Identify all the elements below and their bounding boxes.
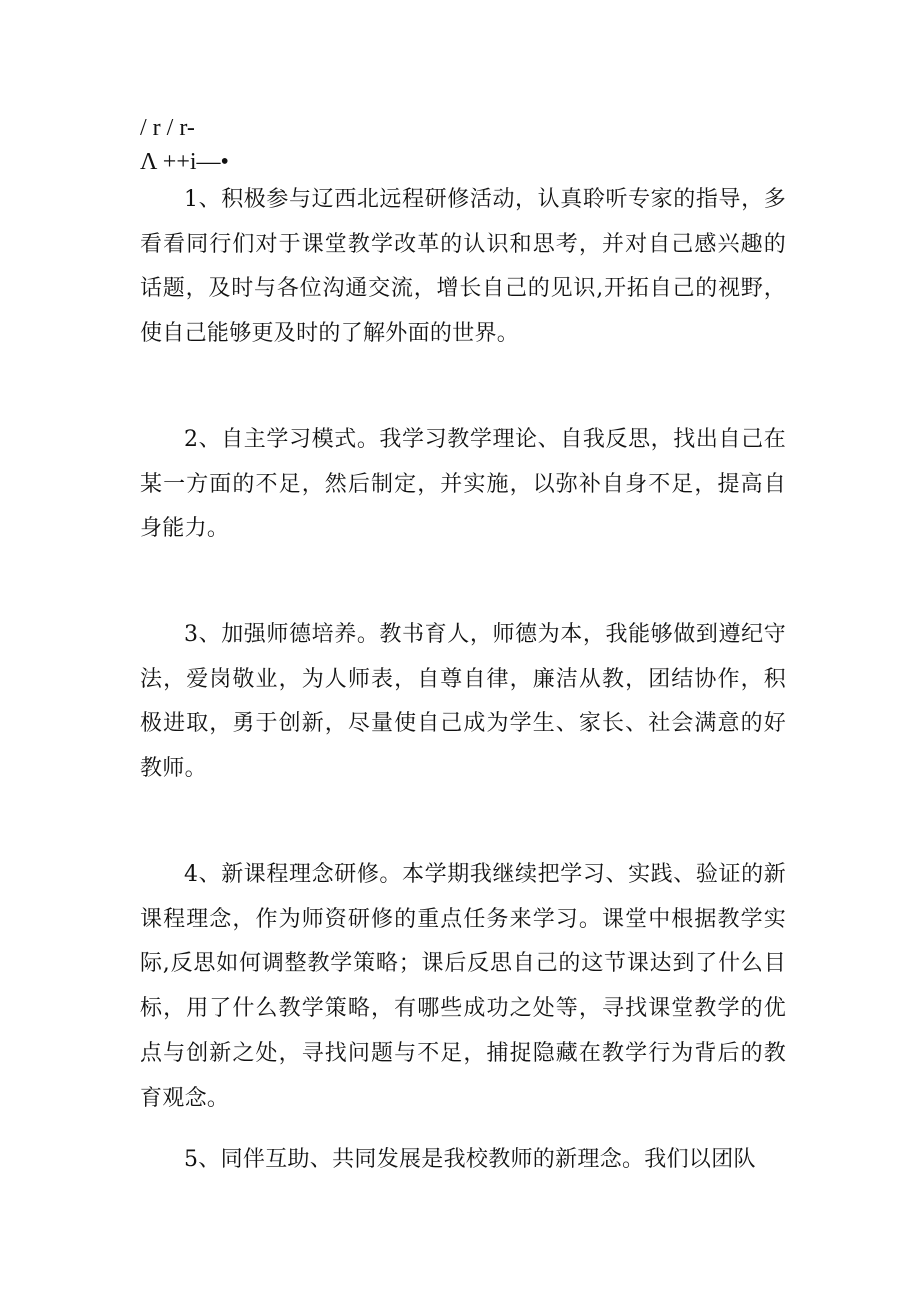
paragraph-1: 1、积极参与辽西北远程研修活动，认真聆听专家的指导，多看看同行们对于课堂教学改革的认识和思考，并对自己感兴趣的话题，及时与各位沟通交流，增长自己的见识,开拓自己的视野，使自己能够更及时的了解外面的世界。 — [140, 187, 786, 347]
paragraph-3: 3、加强师德培养。教书育人，师德为本，我能够做到遵纪守法，爱岗敬业，为人师表，自尊自律，廉洁从教，团结协作，积极进取，勇于创新，尽量使自己成为学生、家长、社会满意的好教师。 — [140, 622, 786, 782]
paragraph-4: 4、新课程理念研修。本学期我继续把学习、实践、验证的新课程理念，作为师资研修的重点任务来学习。课堂中根据教学实际,反思如何调整教学策略；课后反思自己的这节课达到了什么目标，用了什么教学策略，有哪些成功之处等，寻找课堂教学的优点与创新之处，寻找问题与不足，捕捉隐藏在教学行为背后的教育观念。 — [140, 862, 786, 1111]
header-artifact-line-2: Λ ++i—• — [140, 149, 229, 175]
header-artifact-line-1: / r / r- — [140, 115, 195, 141]
paragraph-5: 5、同伴互助、共同发展是我校教师的新理念。我们以团队 — [184, 1147, 756, 1172]
paragraph-2: 2、自主学习模式。我学习教学理论、自我反思，找出自己在某一方面的不足，然后制定，并实施，以弥补自身不足，提高自身能力。 — [140, 427, 786, 542]
